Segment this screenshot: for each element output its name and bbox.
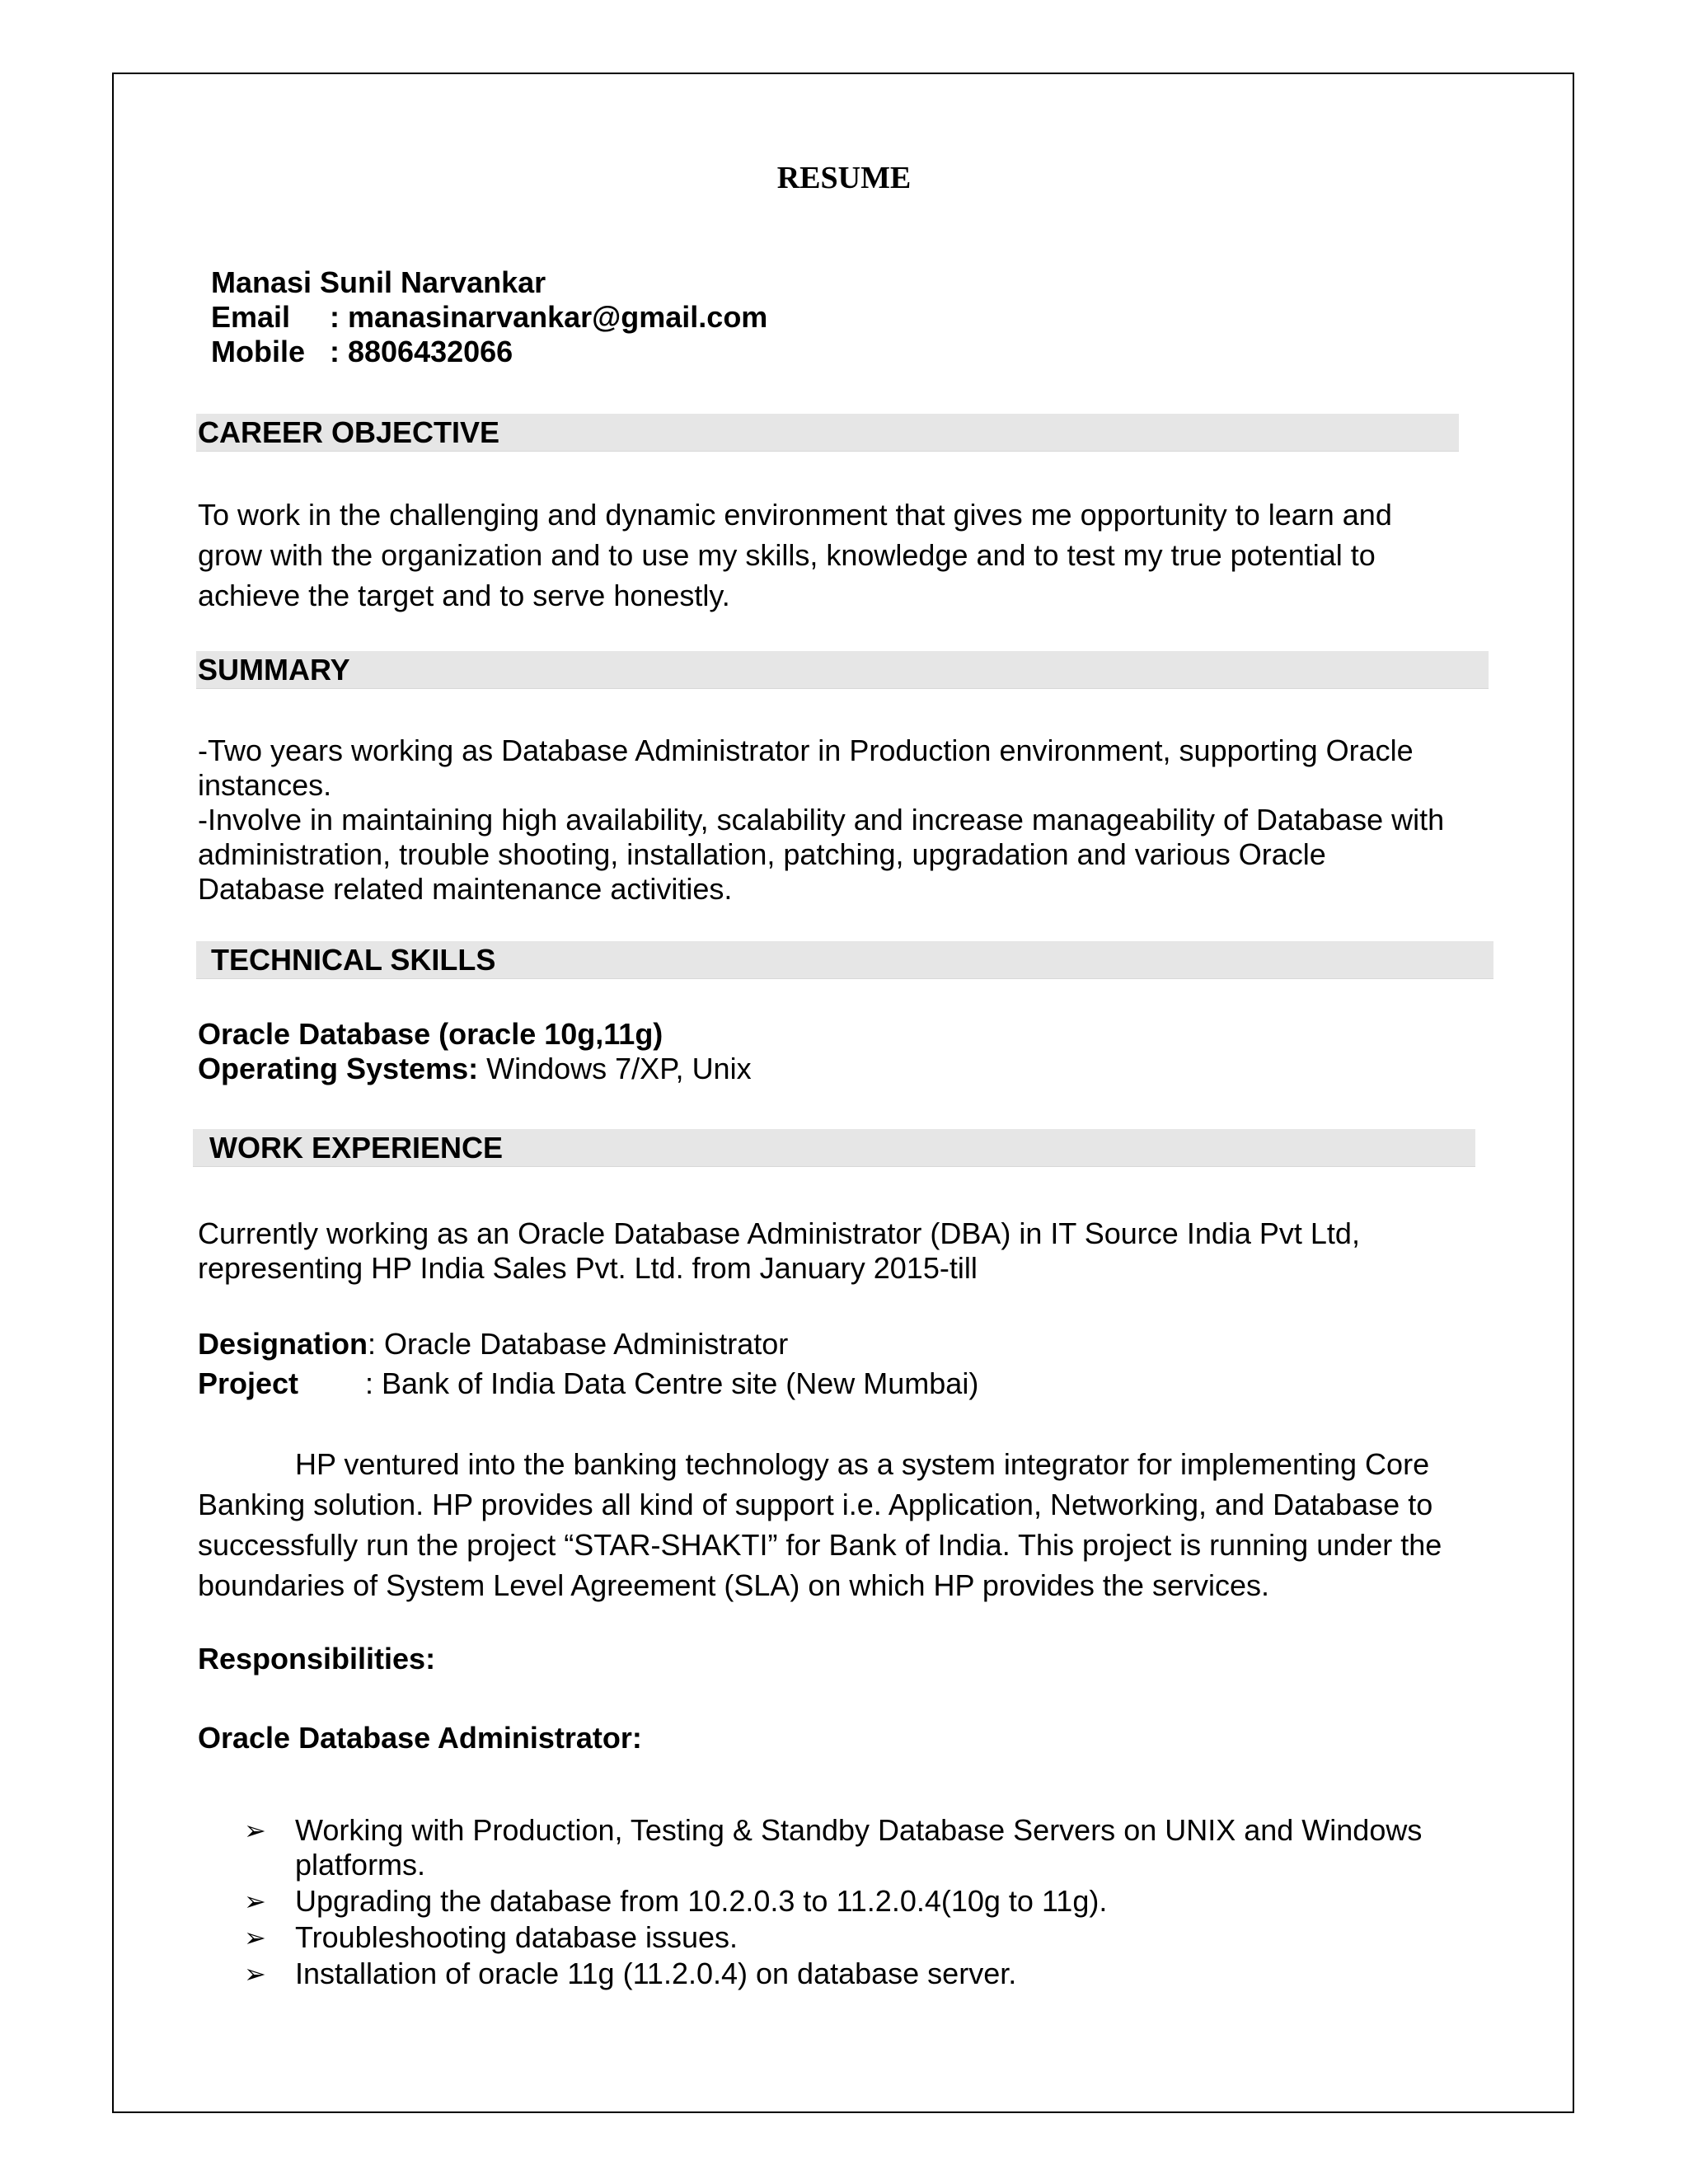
work-intro xyxy=(198,1216,1360,1286)
designation-label: Designation xyxy=(198,1327,368,1361)
email-value: : manasinarvankar@gmail.com xyxy=(330,300,768,334)
list-item-text: Installation of oracle 11g (11.2.0.4) on database server. xyxy=(295,1957,1017,1990)
os-label: Operating Systems: xyxy=(198,1052,479,1085)
list-item-text: Troubleshooting database issues. xyxy=(295,1920,738,1954)
arrow-bullet-icon: ➢ xyxy=(244,1886,266,1917)
career-objective-heading: CAREER OBJECTIVE xyxy=(198,415,500,449)
list-item xyxy=(244,1813,1497,1882)
summary-line: -Two years working as Database Administrator in Production environment, supporting Oracle xyxy=(198,733,1414,767)
project-value: : Bank of India Data Centre site (New Mumbai) xyxy=(365,1366,979,1400)
summary-text xyxy=(198,733,1444,907)
project-label: Project xyxy=(198,1366,299,1400)
list-item-text: Upgrading the database from 10.2.0.3 to 11.2.0.4(10g to 11g). xyxy=(295,1884,1108,1918)
description-line: boundaries of System Level Agreement (SLA) on which HP provides the services. xyxy=(198,1568,1269,1602)
description-line: HP ventured into the banking technology as a system integrator for implementing Core xyxy=(295,1447,1430,1481)
work-intro-line: Currently working as an Oracle Database Administrator (DBA) in IT Source India Pvt Ltd, xyxy=(198,1216,1360,1250)
list-item xyxy=(244,1957,1497,1991)
career-objective-line: To work in the challenging and dynamic environment that gives me opportunity to learn and xyxy=(198,498,1392,532)
os-value: Windows 7/XP, Unix xyxy=(478,1052,752,1085)
summary-line: Database related maintenance activities. xyxy=(198,872,733,906)
page-border xyxy=(112,73,1574,2113)
project-description xyxy=(198,1444,1442,1605)
list-item xyxy=(244,1884,1497,1919)
career-objective-line: achieve the target and to serve honestly. xyxy=(198,579,730,612)
description-line: successfully run the project “STAR-SHAKTI” for Bank of India. This project is running under the xyxy=(198,1528,1442,1562)
summary-line: instances. xyxy=(198,768,332,802)
email-label: Email xyxy=(211,300,291,334)
summary-band xyxy=(196,651,1489,689)
role-heading: Oracle Database Administrator: xyxy=(198,1721,642,1755)
career-objective-line: grow with the organization and to use my skills, knowledge and to test my true potential to xyxy=(198,538,1376,572)
technical-skills-band xyxy=(196,941,1493,979)
list-item xyxy=(244,1920,1497,1955)
skill-oracle: Oracle Database (oracle 10g,11g) xyxy=(198,1017,663,1051)
designation-value: : Oracle Database Administrator xyxy=(368,1327,789,1361)
candidate-name: Manasi Sunil Narvankar xyxy=(211,265,546,299)
list-item-text: Working with Production, Testing & Standby Database Servers on UNIX and Windows platforms. xyxy=(295,1813,1423,1882)
work-experience-band xyxy=(193,1129,1475,1167)
mobile-label: Mobile xyxy=(211,335,305,368)
arrow-bullet-icon: ➢ xyxy=(244,1958,266,1990)
technical-skills-heading: TECHNICAL SKILLS xyxy=(211,943,496,977)
summary-line: -Involve in maintaining high availability, scalability and increase manageability of Database with xyxy=(198,803,1445,837)
career-objective-band xyxy=(196,414,1459,452)
work-intro-line: representing HP India Sales Pvt. Ltd. from January 2015-till xyxy=(198,1251,978,1285)
career-objective-text xyxy=(198,494,1392,616)
document-title: RESUME xyxy=(776,161,912,195)
description-line: Banking solution. HP provides all kind of support i.e. Application, Networking, and Database to xyxy=(198,1488,1433,1521)
responsibilities-heading: Responsibilities: xyxy=(198,1642,436,1675)
arrow-bullet-icon: ➢ xyxy=(244,1815,266,1846)
work-experience-heading: WORK EXPERIENCE xyxy=(209,1131,504,1165)
summary-heading: SUMMARY xyxy=(198,653,350,687)
arrow-bullet-icon: ➢ xyxy=(244,1922,266,1953)
skill-os xyxy=(198,1052,752,1086)
summary-line: administration, trouble shooting, installation, patching, upgradation and various Oracle xyxy=(198,837,1326,871)
responsibility-list xyxy=(244,1813,1497,1993)
mobile-value: : 8806432066 xyxy=(330,335,513,368)
